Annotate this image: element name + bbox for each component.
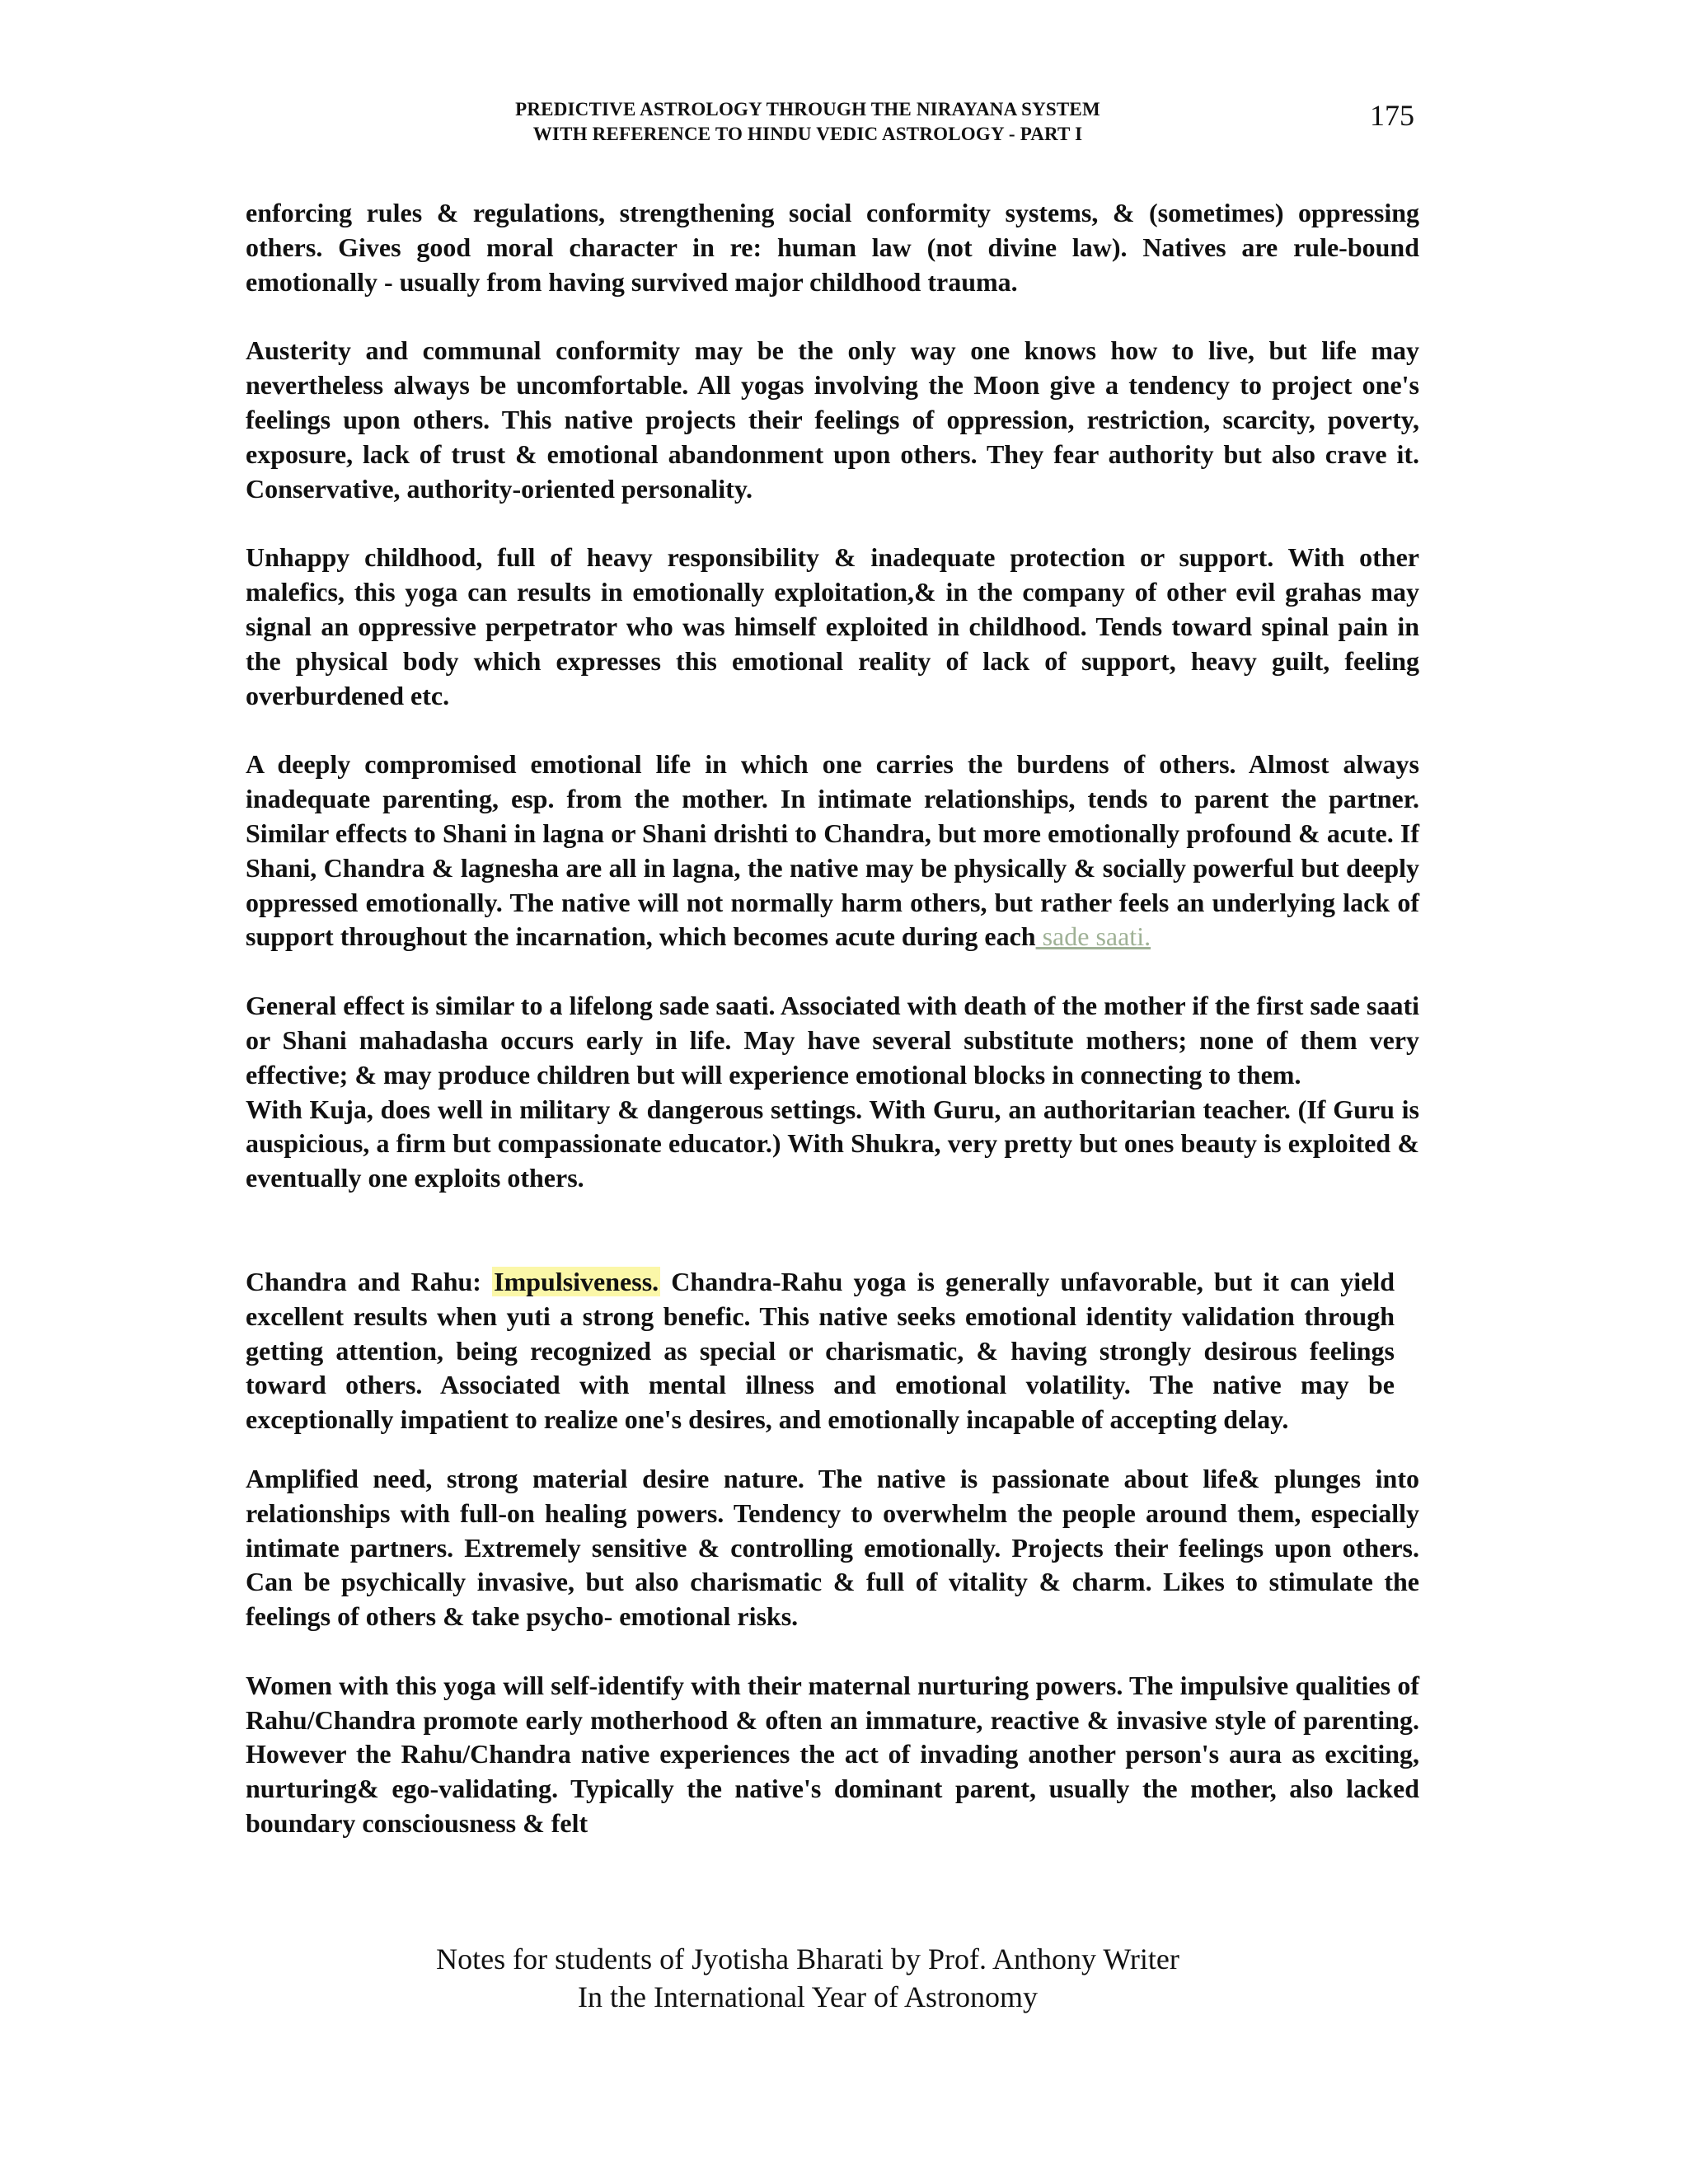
running-header [445,97,1170,147]
page-number: 175 [1370,99,1414,132]
header-line-2: WITH REFERENCE TO HINDU VEDIC ASTROLOGY - PART I [532,124,1083,144]
paragraph-9: Women with this yoga will self-identify with their maternal nurturing powers. The impulsive qualities of Rahu/Chandra promote early motherhood & often an immature, reactive & invasive style of parenting. However the Rahu/Chandra native experiences the act of invading another person's aura as exciting, nurturing& ego-validating. Typically the native's dominant parent, usually the mother, also lacked boundary consciousness & felt [246,1670,1419,1839]
paragraph-8: Amplified need, strong material desire nature. The native is passionate about life& plunges into relationships with full-on healing powers. Tendency to overwhelm the people around them, especially intimate partners. Extremely sensitive & controlling emotionally. Projects their feelings upon others. Can be psychically invasive, but also charismatic & full of vitality & charm. Likes to stimulate the feelings of others & take psycho- emotional risks. [246,1463,1419,1632]
footer-line-2: In the International Year of Astronomy [578,1980,1038,2013]
paragraph-4-text: A deeply compromised emotional life in which one carries the burdens of others. Almost always inadequate parenting, esp. from the mother. In intimate relationships, tends to parent the partner. Similar effects to Shani in lagna or Shani drishti to Chandra, but more emotionally profound & acute. If Shani, Chandra & lagnesha are all in lagna, the native may be physically & socially powerful but deeply oppressed emotionally. The native will not normally harm others, but rather feels an underlying lack of support throughout the incarnation, which becomes acute during each [246,749,1419,952]
section-lead: Chandra and Rahu: [246,1266,493,1296]
highlighted-keyword: Impulsiveness. [494,1266,659,1296]
sade-saati-link[interactable]: sade saati. [1035,921,1151,952]
footer-line-1: Notes for students of Jyotisha Bharati by Prof. Anthony Writer [436,1943,1179,1975]
paragraph-6: With Kuja, does well in military & dangerous settings. With Guru, an authoritarian teacher. (If Guru is auspicious, a firm but compassionate educator.) With Shukra, very pretty but ones beauty is exploited & eventually one exploits others. [246,1094,1419,1193]
paragraph-7 [246,1265,1395,1437]
paragraph-7-text: Chandra-Rahu yoga is generally unfavorable, but it can yield excellent results when yuti a strong benefic. This native seeks emotional identity validation through getting attention, being recognized as special or charismatic, & having strongly desirous feelings toward others. Associated with mental illness and emotional volatility. The native may be exceptionally impatient to realize one's desires, and emotionally incapable of accepting delay. [246,1266,1395,1435]
paragraph-2: Austerity and communal conformity may be the only way one knows how to live, but life may nevertheless always be uncomfortable. All yogas involving the Moon give a tendency to project one's feelings upon others. This native projects their feelings of oppression, restriction, scarcity, poverty, exposure, lack of trust & emotional abandonment upon others. They fear authority but also crave it. Conservative, authority-oriented personality. [246,335,1419,504]
page-body [246,196,1419,1841]
paragraph-5: General effect is similar to a lifelong sade saati. Associated with death of the mother if the first sade saati or Shani mahadasha occurs early in life. May have several substitute mothers; none of them very effective; & may produce children but will experience emotional blocks in connecting to them. [246,991,1419,1090]
page-footer [231,1940,1385,2016]
paragraph-3: Unhappy childhood, full of heavy responsibility & inadequate protection or support. With other malefics, this yoga can results in emotionally exploitation,& in the company of other evil grahas may signal an oppressive perpetrator who was himself exploited in childhood. Tends toward spinal pain in the physical body which expresses this emotional reality of lack of support, heavy guilt, feeling overburdened etc. [246,542,1419,710]
header-line-1: PREDICTIVE ASTROLOGY THROUGH THE NIRAYANA SYSTEM [515,99,1100,120]
paragraph-4 [246,748,1419,954]
paragraph-1: enforcing rules & regulations, strengthening social conformity systems, & (sometimes) oppressing others. Gives good moral character in re: human law (not divine law). Natives are rule-bound emotionally - usually from having survived major childhood trauma. [246,198,1419,297]
